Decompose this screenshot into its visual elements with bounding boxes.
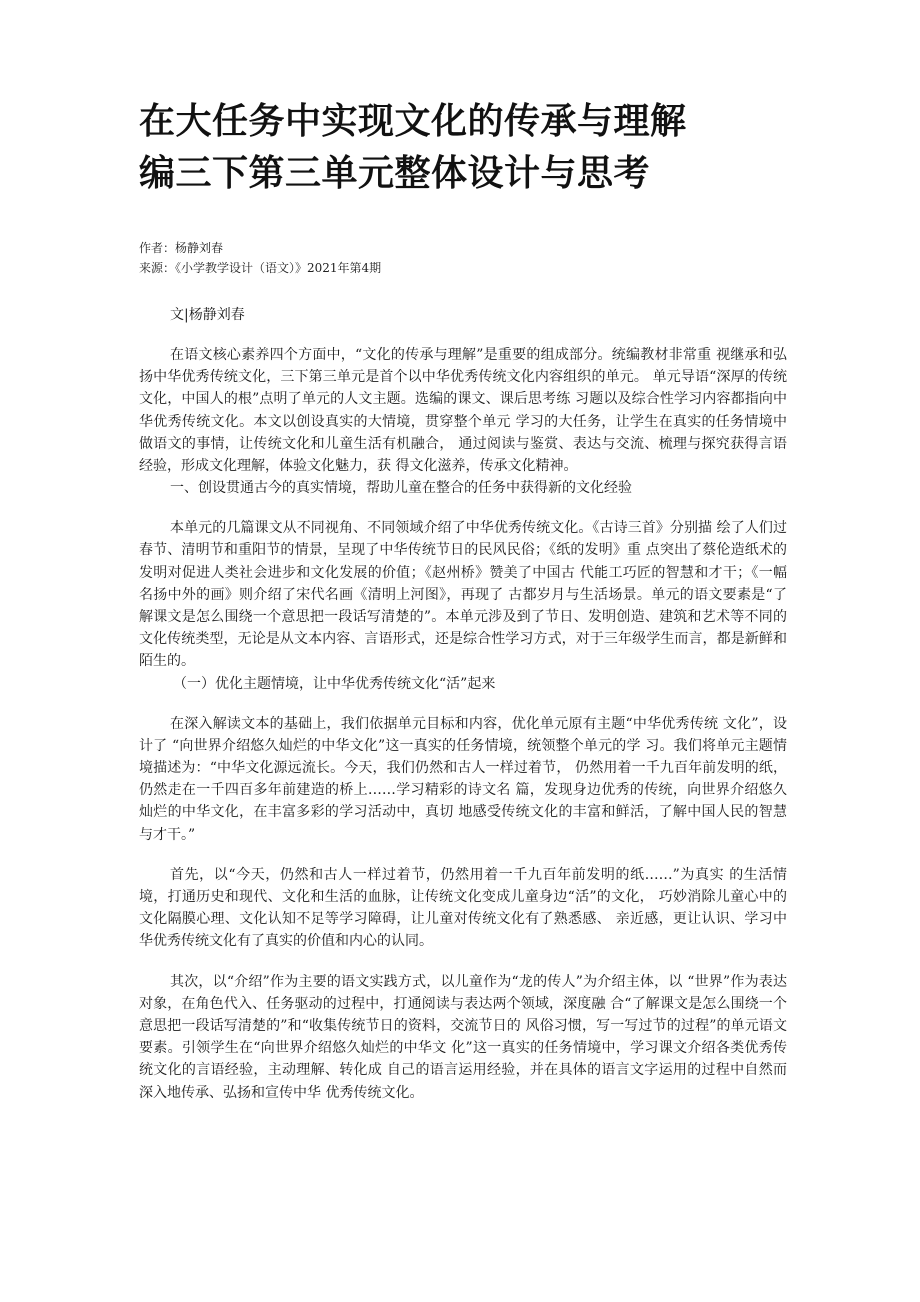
author-line: 作者：杨静刘春 [139, 241, 224, 255]
subsection-heading-1: （一）优化主题情境，让中华优秀传统文化“活”起来 [173, 675, 496, 692]
source-line: 来源：《小学教学设计（语文）》2021年第4期 [139, 261, 382, 275]
paragraph-first: 首先，以“今天，仍然和古人一样过着节，仍然用着一千九百年前发明的纸……”为真实 的生活情境，打通历史和现代、文化和生活的血脉，让传统文化变成儿童身边“活”的文化， 巧妙消除儿童心中的文化隔膜心理、文化认知不足等学习障碍，让儿童对传统文化有了熟悉感、 亲近感，更让认识、学习中华优秀传统文化有了真实的价值和内心的认同。 [139, 866, 787, 950]
article-meta [139, 238, 787, 278]
paragraph-second: 其次，以“介绍”作为主要的语文实践方式，以儿童作为“龙的传人”为介绍主体，以 “世界”作为表达对象，在角色代入、任务驱动的过程中，打通阅读与表达两个领域，深度融 合“了解课文是怎么围绕一个意思把一段话写清楚的”和“收集传统节日的资料，交流节日的 风俗习惯，写一写过节的过程”的单元语文要素。引领学生在“向世界介绍悠久灿烂的中华文 化”这一真实的任务情境中，学习课文介绍各类优秀传统文化的言语经验，主动理解、转化成 自己的语言运用经验，并在具体的语言文字运用的过程中自然而深入地传承、弘扬和宣传中华 优秀传统文化。 [139, 973, 787, 1101]
paragraph-unit-overview: 本单元的几篇课文从不同视角、不同领域介绍了中华优秀传统文化。《古诗三首》分别描 绘了人们过春节、清明节和重阳节的情景，呈现了中华传统节日的民风民俗；《纸的发明》重 点突出了蔡伦造纸术的发明对促进人类社会进步和文化发展的价值；《赵州桥》赞美了中国古 代能工巧匠的智慧和才干；《一幅名扬中外的画》则介绍了宋代名画《清明上河图》，再现了 古都岁月与生活场景。单元的语文要素是“了解课文是怎么围绕一个意思把一段话写清楚的”。本单元涉及到了节日、发明创造、建筑和艺术等不同的文化传统类型，无论是从文本内容、言语形式，还是综合性学习方式，对于三年级学生而言，都是新鲜和陌生的。 [139, 520, 787, 670]
title-line-2: 编三下第三单元整体设计与思考 [139, 153, 651, 194]
article-page [139, 96, 787, 1104]
title-line-1: 在大任务中实现文化的传承与理解 [139, 101, 687, 142]
paragraph-intro: 在语文核心素养四个方面中，“文化的传承与理解”是重要的组成部分。统编教材非常重 视继承和弘扬中华优秀传统文化，三下第三单元是首个以中华优秀传统文化内容组织的单元。 单元导语“深厚的传统文化，中国人的根”点明了单元的人文主题。选编的课文、课后思考练 习题以及综合性学习内容都指向中华优秀传统文化。本文以创设真实的大情境，贯穿整个单元 学习的大任务，让学生在真实的任务情境中做语文的事情，让传统文化和儿童生活有机融合， 通过阅读与鉴赏、表达与交流、梳理与探究获得言语经验，形成文化理解，体验文化魅力，获 得文化滋养，传承文化精神。 [139, 347, 787, 475]
paragraph-theme-situation: 在深入解读文本的基础上，我们依据单元目标和内容，优化单元原有主题“中华优秀传统 文化”，设计了 “向世界介绍悠久灿烂的中华文化”这一真实的任务情境，统领整个单元的学 习。我们将单元主题情境描述为：“中华文化源远流长。今天，我们仍然和古人一样过着节， 仍然用着一千九百年前发明的纸，仍然走在一千四百多年前建造的桥上……学习精彩的诗文名 篇，发现身边优秀的传统，向世界介绍悠久灿烂的中华文化，在丰富多彩的学习活动中，真切 地感受传统文化的丰富和鲜活，了解中国人民的智慧与才干。” [139, 715, 787, 843]
section-heading-1: 一、创设贯通古今的真实情境，帮助儿童在整合的任务中获得新的文化经验 [170, 480, 632, 497]
article-title [139, 96, 787, 200]
byline: 文|杨静刘春 [170, 307, 245, 323]
